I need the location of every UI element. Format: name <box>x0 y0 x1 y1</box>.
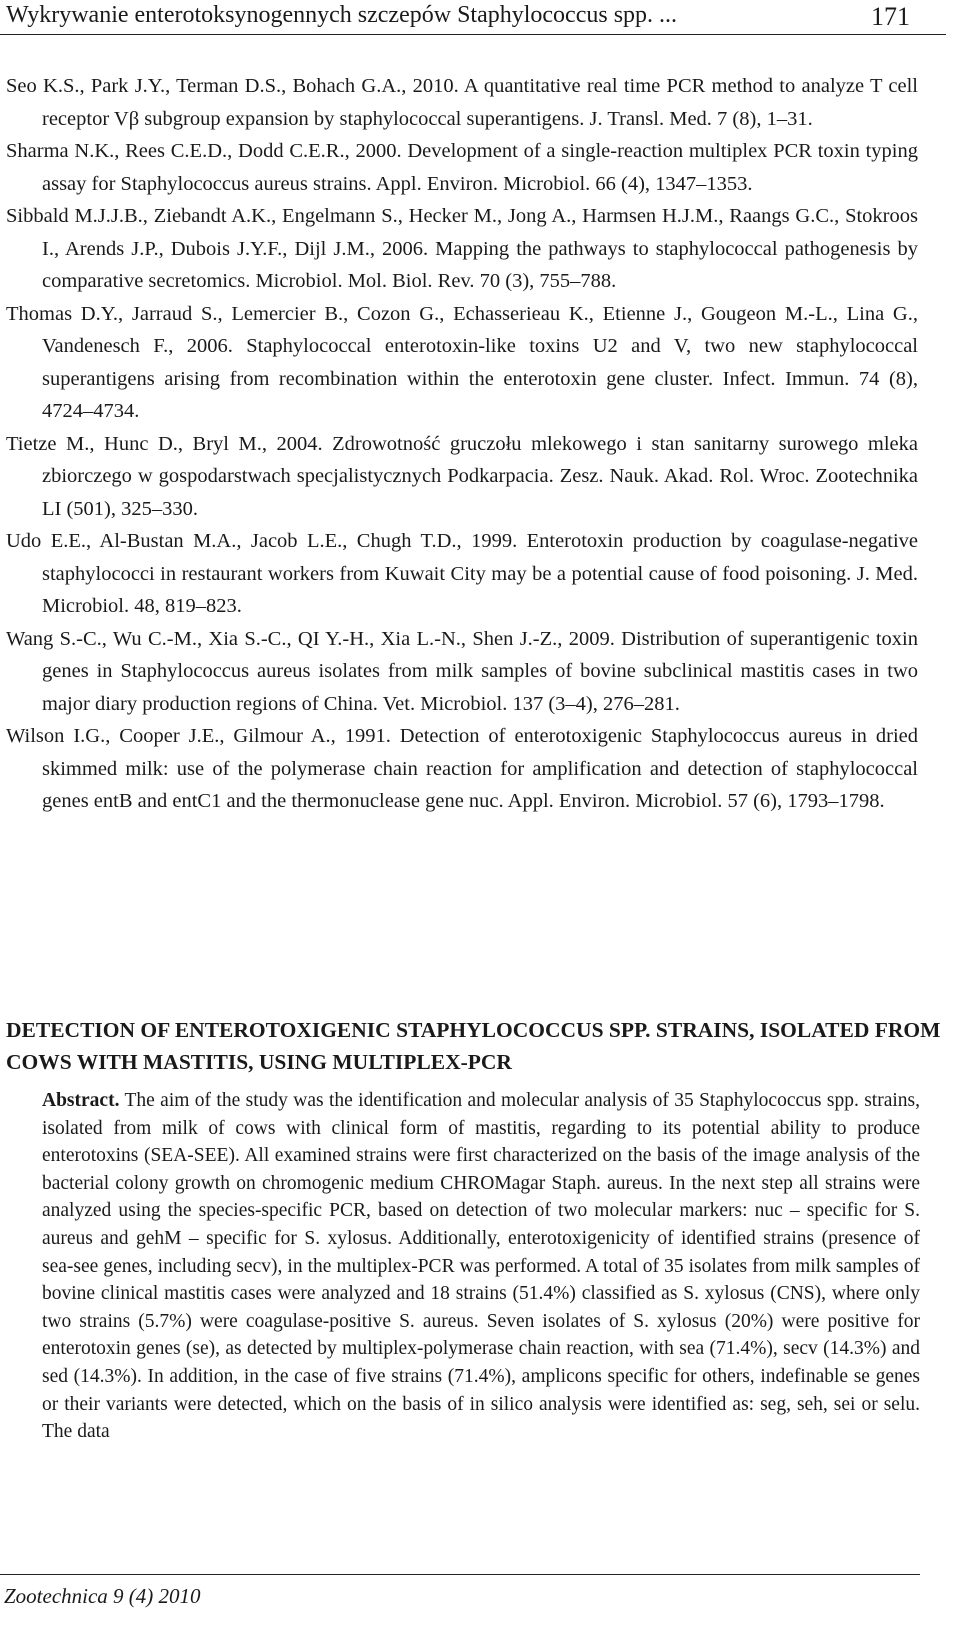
abstract-label: Abstract. <box>42 1090 120 1111</box>
reference-entry: Wilson I.G., Cooper J.E., Gilmour A., 1991. Detection of enterotoxigenic Staphylococcus aureus in dried skimmed milk: use of the polymerase chain reaction for amplification and detection of staphylococcal genes entB and entC1 and the thermonuclease gene nuc. Appl. Environ. Microbiol. 57 (6), 1793–1798. <box>6 725 918 812</box>
reference-entry: Sharma N.K., Rees C.E.D., Dodd C.E.R., 2000. Development of a single-reaction multiplex PCR toxin typing assay for Staphylococcus aureus strains. Appl. Environ. Microbiol. 66 (4), 1347–1353. <box>6 140 918 195</box>
reference-entry: Sibbald M.J.J.B., Ziebandt A.K., Engelmann S., Hecker M., Jong A., Harmsen H.J.M., Raangs G.C., Stokroos I., Arends J.P., Dubois J.Y.F., Dijl J.M., 2006. Mapping the pathways to staphylococcal pathogenesis by comparative secretomics. Microbiol. Mol. Biol. Rev. 70 (3), 755–788. <box>6 205 918 292</box>
page-number: 171 <box>871 2 910 31</box>
abstract <box>42 1087 920 1446</box>
reference-list <box>6 70 918 818</box>
header-divider <box>0 34 946 35</box>
reference-entry: Wang S.-C., Wu C.-M., Xia S.-C., QI Y.-H., Xia L.-N., Shen J.-Z., 2009. Distribution of superantigenic toxin genes in Staphylococcus aureus isolates from milk samples of bovine subclinical mastitis cases in two major diary production regions of China. Vet. Microbiol. 137 (3–4), 276–281. <box>6 627 918 715</box>
english-article-title: DETECTION OF ENTEROTOXIGENIC STAPHYLOCOCCUS SPP. STRAINS, ISOLATED FROM COWS WITH MASTITIS, USING MULTIPLEX-PCR <box>6 1018 941 1074</box>
abstract-text: The aim of the study was the identification and molecular analysis of 35 Staphylococcus spp. strains, isolated from milk of cows with clinical form of mastitis, regarding to its potential ability to produce enterotoxins (SEA-SEE). All examined strains were first characterized on the basis of the image analysis of the bacterial colony growth on chromogenic medium CHROMagar Staph. aureus. In the next step all strains were analyzed using the species-specific PCR, based on detection of two molecular markers: nuc – specific for S. aureus and gehM – specific for S. xylosus. Additionally, enterotoxigenicity of identified strains (presence of sea-see genes, including secv), in the multiplex-PCR was performed. A total of 35 isolates from milk samples of bovine clinical mastitis cases were analyzed and 18 strains (51.4%) classified as S. xylosus (CNS), where only two strains (5.7%) were coagulase-positive S. aureus. Seven isolates of S. xylosus (20%) were positive for enterotoxin genes (se), as detected by multiplex-polymerase chain reaction, with sea (71.4%), secv (14.3%) and sed (14.3%). In addition, in the case of five strains (71.4%), amplicons specific for others, indefinable se genes or their variants were detected, which on the basis of in silico analysis were identified as: seg, seh, sei or selu. The data <box>42 1090 920 1443</box>
reference-entry: Thomas D.Y., Jarraud S., Lemercier B., Cozon G., Echasserieau K., Etienne J., Gougeon M.-L., Lina G., Vandenesch F., 2006. Staphylococcal enterotoxin-like toxins U2 and V, two new staphylococcal superantigens arising from recombination within the enterotoxin gene cluster. Infect. Immun. 74 (8), 4724–4734. <box>6 302 918 422</box>
reference-entry: Udo E.E., Al-Bustan M.A., Jacob L.E., Chugh T.D., 1999. Enterotoxin production by coagulase-negative staphylococci in restaurant workers from Kuwait City may be a potential cause of food poisoning. J. Med. Microbiol. 48, 819–823. <box>6 530 918 617</box>
footer-divider <box>0 1574 920 1575</box>
reference-entry: Seo K.S., Park J.Y., Terman D.S., Bohach G.A., 2010. A quantitative real time PCR method to analyze T cell receptor Vβ subgroup expansion by staphylococcal superantigens. J. Transl. Med. 7 (8), 1–31. <box>6 75 918 130</box>
journal-footer: Zootechnica 9 (4) 2010 <box>4 1584 201 1608</box>
reference-entry: Tietze M., Hunc D., Bryl M., 2004. Zdrowotność gruczołu mlekowego i stan sanitarny surowego mleka zbiorczego w gospodarstwach specjalistycznych Podkarpacia. Zesz. Nauk. Akad. Rol. Wroc. Zootechnika LI (501), 325–330. <box>6 432 918 520</box>
running-title: Wykrywanie enterotoksynogennych szczepów Staphylococcus spp. ... <box>6 2 678 28</box>
running-header <box>6 0 954 38</box>
